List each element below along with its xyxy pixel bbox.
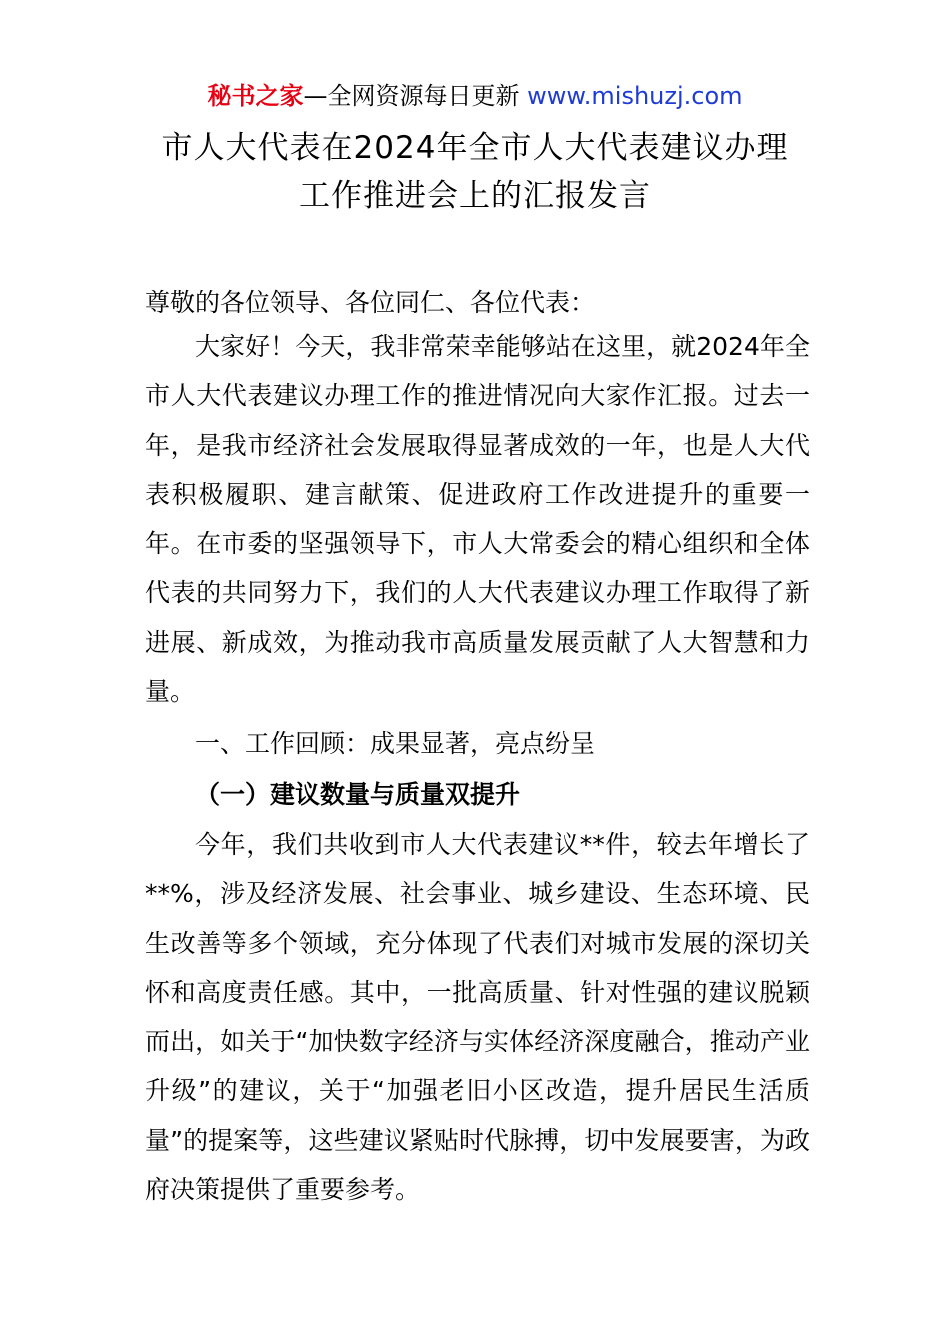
section-heading-1: 一、工作回顾：成果显著，亮点纷呈 — [195, 729, 596, 758]
subsection-heading-1: （一）建议数量与质量双提升 — [195, 780, 521, 809]
salutation: 尊敬的各位领导、各位同仁、各位代表： — [145, 288, 596, 317]
brand-name: 秘书之家 — [207, 82, 304, 110]
site-header — [0, 80, 950, 112]
document-title-line-2: 工作推进会上的汇报发言 — [299, 178, 651, 214]
site-url-link[interactable]: www.mishuzj.com — [527, 82, 743, 110]
header-tagline: —全网资源每日更新 — [303, 82, 528, 110]
paragraph-intro: 大家好！今天，我非常荣幸能够站在这里，就2024年全市人大代表建议办理工作的推进情况向大家作汇报。过去一年，是我市经济社会发展取得显著成效的一年，也是人大代表积极履职、建言献策、促进政府工作改进提升的重要一年。在市委的坚强领导下，市人大常委会的精心组织和全体代表的共同努力下，我们的人大代表建议办理工作取得了新进展、新成效，为推动我市高质量发展贡献了人大智慧和力量。 — [145, 332, 810, 707]
document-title-line-1: 市人大代表在2024年全市人大代表建议办理 — [161, 130, 789, 166]
paragraph-section-1: 今年，我们共收到市人大代表建议**件，较去年增长了**%，涉及经济发展、社会事业、城乡建设、生态环境、民生改善等多个领域，充分体现了代表们对城市发展的深切关怀和高度责任感。其中，一批高质量、针对性强的建议脱颖而出，如关于“加快数字经济与实体经济深度融合，推动产业升级”的建议，关于“加强老旧小区改造，提升居民生活质量”的提案等，这些建议紧贴时代脉搏，切中发展要害，为政府决策提供了重要参考。 — [145, 830, 810, 1205]
